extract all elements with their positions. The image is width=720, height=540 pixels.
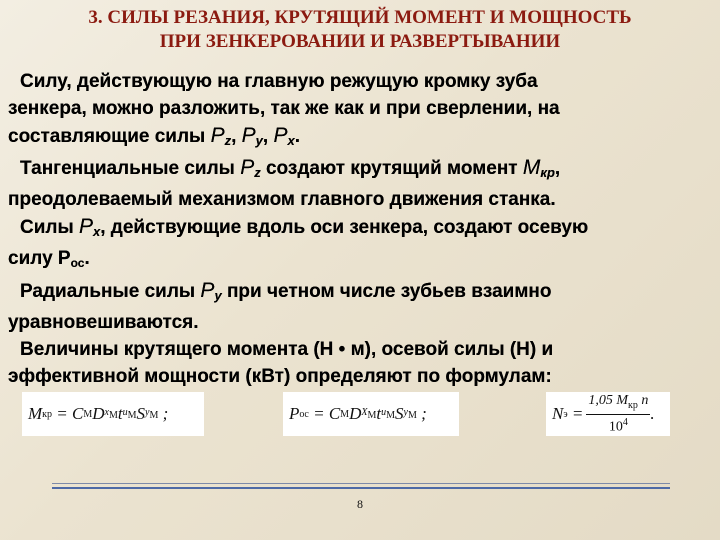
power-fraction: $\frac{1,05 M_{кр} n}{10^4}$ xyxy=(588,392,649,435)
formula-axial-force: P oc = C M D $X_M$ t $u_M$ S $y_M$ ; xyxy=(283,392,459,436)
paragraph-1-line-3: составляющие силы $P_z$, $P_y$, $P_x$. xyxy=(8,124,300,148)
paragraph-3-line-2: силу Рос. xyxy=(8,248,90,270)
paragraph-1-line-2: зенкера, можно разложить, так же как и при сверлении, на xyxy=(8,98,560,119)
formula-power: N э = $\frac{1,05 M_{кр} n}{10^4}$ . xyxy=(546,392,670,436)
paragraph-5-line-2: эффективной мощности (кВт) определяют по формулам: xyxy=(8,366,552,387)
page-number: 8 xyxy=(357,497,363,511)
formula-torque: M кр = C M D $x_M$ t $u_M$ S $y_M$ ; xyxy=(22,392,204,436)
paragraph-5-line-1: Величины крутящего момента (Н • м), осевой силы (Н) и xyxy=(20,339,554,360)
paragraph-3-line-1: Силы $P_x$, действующие вдоль оси зенкера, создают осевую xyxy=(20,215,589,239)
paragraph-1-line-1: Силу, действующую на главную режущую кромку зуба xyxy=(20,71,538,92)
paragraph-4-line-2: уравновешиваются. xyxy=(8,312,199,333)
slide-title xyxy=(8,6,712,54)
paragraph-2-line-2: преодолеваемый механизмом главного движения станка. xyxy=(8,189,556,210)
footer-divider-thick xyxy=(52,487,670,489)
title-line-1: 3. СИЛЫ РЕЗАНИЯ, КРУТЯЩИЙ МОМЕНТ И МОЩНОСТЬ xyxy=(88,7,632,28)
paragraph-4-line-1: Радиальные силы $P_y$ при четном числе зубьев взаимно xyxy=(20,279,552,303)
title-line-2: ПРИ ЗЕНКЕРОВАНИИ И РАЗВЕРТЫВАНИИ xyxy=(159,31,561,52)
slide-body xyxy=(8,68,712,390)
paragraph-2-line-1: Тангенциальные силы $P_z$ создают крутящий момент $M_{кр}$, xyxy=(20,156,561,180)
footer-divider-thin xyxy=(52,483,670,484)
